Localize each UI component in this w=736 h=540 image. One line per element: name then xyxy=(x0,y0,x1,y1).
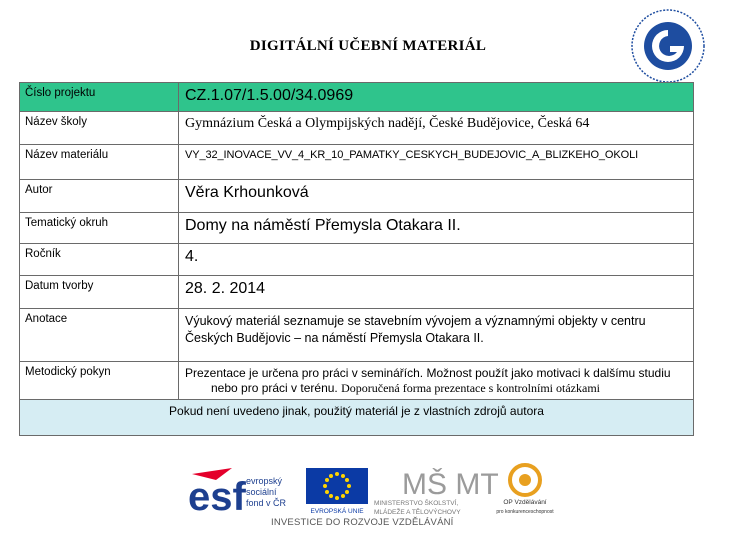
methodical-note-line1: Prezentace je určena pro práci v seminářích. Možnost použít jako motivaci k dalšímu studiu xyxy=(185,366,671,380)
msmt-wordmark: MŠ MT xyxy=(402,468,499,501)
row-label-material-name: Název materiálu xyxy=(20,145,179,180)
row-label-annotation: Anotace xyxy=(20,309,179,362)
op-sub1: OP Vzdělávání xyxy=(503,499,547,506)
project-info-table xyxy=(19,82,694,436)
row-label-topic: Tematický okruh xyxy=(20,213,179,244)
school-logo-icon xyxy=(630,8,706,84)
table-row xyxy=(20,400,694,436)
table-row xyxy=(20,276,694,309)
source-footnote: Pokud není uvedeno jinak, použitý materiál je z vlastních zdrojů autora xyxy=(20,400,694,436)
row-value-grade: 4. xyxy=(179,244,694,276)
row-label-methodical-note: Metodický pokyn xyxy=(20,362,179,400)
esf-sub1: evropský xyxy=(246,476,283,486)
row-label-creation-date: Datum tvorby xyxy=(20,276,179,309)
table-row xyxy=(20,112,694,145)
msmt-logo-icon xyxy=(372,462,499,516)
methodical-note-line2b: Doporučená forma prezentace s kontrolními otázkami xyxy=(341,381,600,395)
op-logo-icon xyxy=(488,462,562,516)
row-value-school-name: Gymnázium Česká a Olympijských nadějí, České Budějovice, Česká 64 xyxy=(179,112,694,145)
row-value-creation-date: 28. 2. 2014 xyxy=(179,276,694,309)
row-value-annotation: Výukový materiál seznamuje se stavebním vývojem a významnými objekty v centru Českých Budějovic – na náměstí Přemysla Otakara II. xyxy=(179,309,694,362)
row-value-project-number: CZ.1.07/1.5.00/34.0969 xyxy=(179,83,694,112)
esf-logo-icon xyxy=(186,466,296,519)
table-row xyxy=(20,145,694,180)
row-label-author: Autor xyxy=(20,180,179,213)
row-value-methodical-note xyxy=(179,362,694,400)
row-value-topic: Domy na náměstí Přemysla Otakara II. xyxy=(179,213,694,244)
row-value-author: Věra Krhounková xyxy=(179,180,694,213)
table-row xyxy=(20,180,694,213)
page-title: DIGITÁLNÍ UČEBNÍ MATERIÁL xyxy=(249,38,487,54)
table-row xyxy=(20,362,694,400)
row-label-school-name: Název školy xyxy=(20,112,179,145)
msmt-sub1: MINISTERSTVO ŠKOLSTVÍ, xyxy=(374,500,459,507)
row-value-material-name: VY_32_INOVACE_VV_4_KR_10_PAMATKY_CESKYCH_BUDEJOVIC_A_BLIZKEHO_OKOLI xyxy=(179,145,694,180)
row-label-grade: Ročník xyxy=(20,244,179,276)
eu-label: EVROPSKÁ UNIE xyxy=(310,508,364,515)
table-row xyxy=(20,83,694,112)
esf-wordmark: esf xyxy=(188,475,246,519)
eu-flag-icon xyxy=(306,468,368,516)
esf-sub3: fond v ČR xyxy=(246,498,287,508)
esf-sub2: sociální xyxy=(246,487,277,497)
methodical-note-line2 xyxy=(185,381,693,396)
investment-tagline: INVESTICE DO ROZVOJE VZDĚLÁVÁNÍ xyxy=(271,517,454,528)
methodical-note-line2a: nebo pro práci v terénu. xyxy=(211,381,338,395)
table-row xyxy=(20,244,694,276)
msmt-sub2: MLÁDEŽE A TĚLOVÝCHOVY xyxy=(374,509,461,516)
row-label-project-number: Číslo projektu xyxy=(20,83,179,112)
table-row xyxy=(20,309,694,362)
op-sub2: pro konkurenceschopnost xyxy=(496,509,554,515)
table-row xyxy=(20,213,694,244)
